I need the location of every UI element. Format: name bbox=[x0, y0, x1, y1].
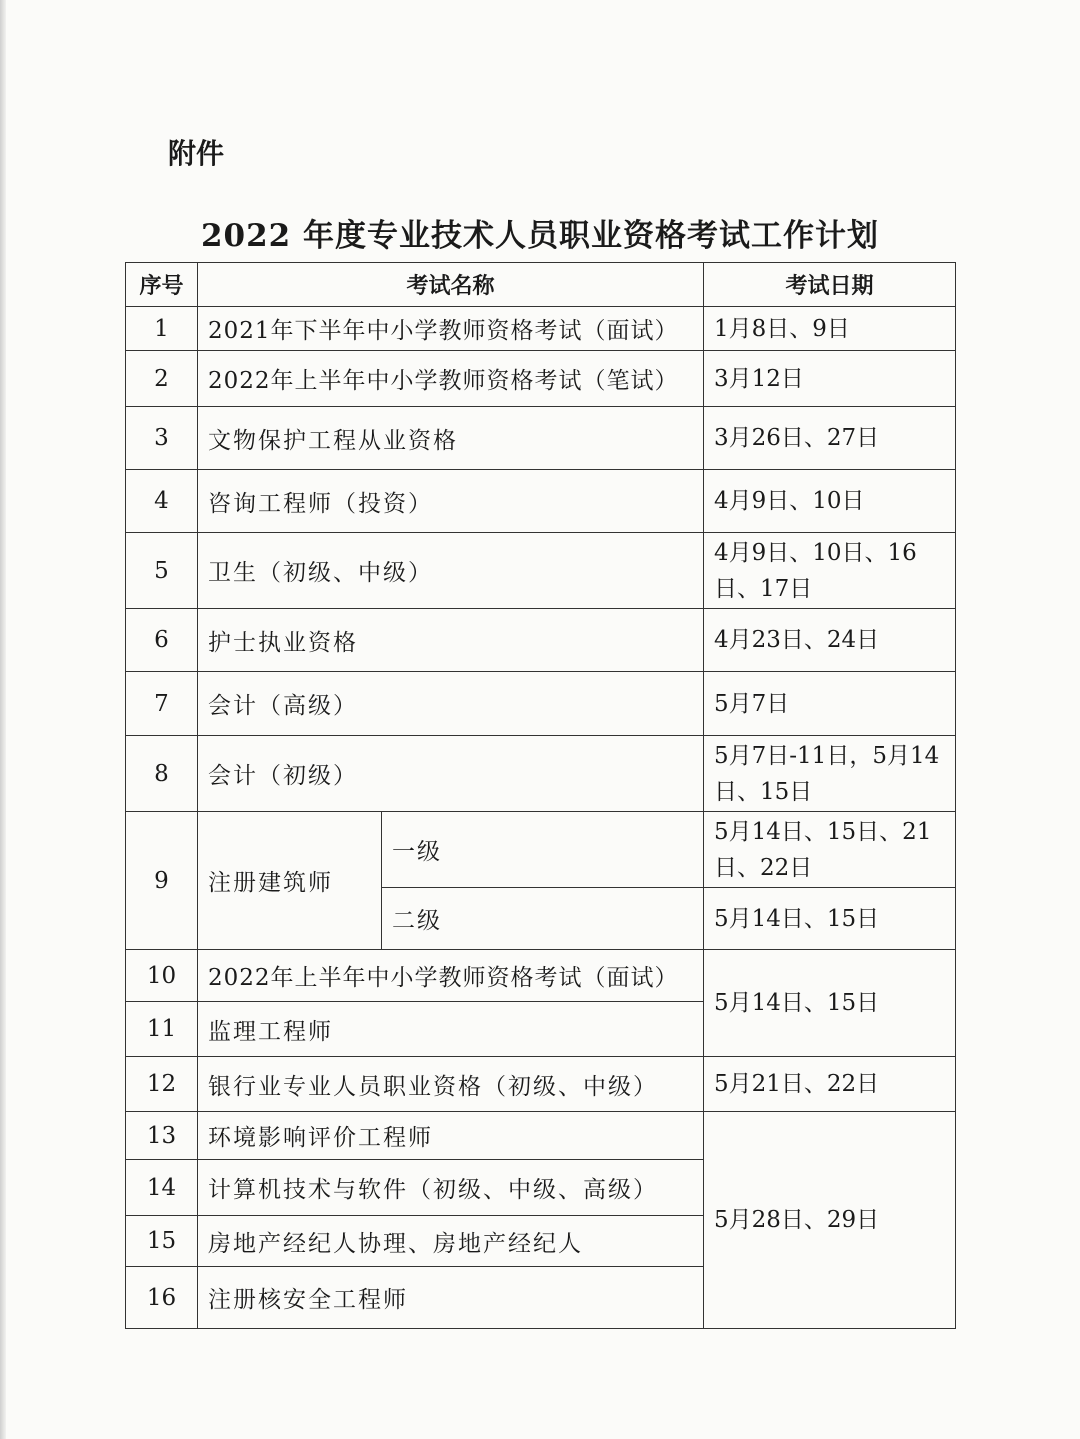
row-date: 4月23日、24日 bbox=[704, 609, 956, 672]
row-date: 5月14日、15日 bbox=[704, 888, 956, 950]
header-name: 考试名称 bbox=[198, 263, 704, 307]
row-name: 房地产经纪人协理、房地产经纪人 bbox=[198, 1216, 704, 1267]
row-name: 环境影响评价工程师 bbox=[198, 1112, 704, 1160]
row-sublevel: 二级 bbox=[382, 888, 704, 950]
row-date: 5月14日、15日 bbox=[704, 950, 956, 1057]
row-date: 5月7日-11日，5月14日、15日 bbox=[704, 736, 956, 812]
table-row bbox=[126, 736, 956, 812]
table-row bbox=[126, 470, 956, 533]
table-row bbox=[126, 407, 956, 470]
document-title: 2022 年度专业技术人员职业资格考试工作计划 bbox=[200, 218, 880, 254]
row-name: 注册建筑师 bbox=[198, 812, 382, 950]
row-name: 卫生（初级、中级） bbox=[198, 533, 704, 609]
header-date: 考试日期 bbox=[704, 263, 956, 307]
row-no: 1 bbox=[126, 307, 198, 351]
row-no: 3 bbox=[126, 407, 198, 470]
row-name: 银行业专业人员职业资格（初级、中级） bbox=[198, 1057, 704, 1112]
row-name: 护士执业资格 bbox=[198, 609, 704, 672]
row-name: 会计（高级） bbox=[198, 672, 704, 736]
row-date: 3月26日、27日 bbox=[704, 407, 956, 470]
row-name: 2022年上半年中小学教师资格考试（面试） bbox=[198, 950, 704, 1002]
row-no: 12 bbox=[126, 1057, 198, 1112]
row-no: 8 bbox=[126, 736, 198, 812]
table-row bbox=[126, 1112, 956, 1160]
row-no: 10 bbox=[126, 950, 198, 1002]
row-no: 11 bbox=[126, 1002, 198, 1057]
row-date: 3月12日 bbox=[704, 351, 956, 407]
table-row bbox=[126, 950, 956, 1002]
table-row bbox=[126, 533, 956, 609]
row-date: 5月7日 bbox=[704, 672, 956, 736]
row-name: 2022年上半年中小学教师资格考试（笔试） bbox=[198, 351, 704, 407]
row-no: 2 bbox=[126, 351, 198, 407]
row-no: 15 bbox=[126, 1216, 198, 1267]
table-row bbox=[126, 307, 956, 351]
row-name: 文物保护工程从业资格 bbox=[198, 407, 704, 470]
row-no: 7 bbox=[126, 672, 198, 736]
row-date: 4月9日、10日 bbox=[704, 470, 956, 533]
row-no: 9 bbox=[126, 812, 198, 950]
attachment-label: 附件 bbox=[168, 137, 225, 170]
row-no: 5 bbox=[126, 533, 198, 609]
row-no: 14 bbox=[126, 1160, 198, 1216]
row-name: 咨询工程师（投资） bbox=[198, 470, 704, 533]
table-row bbox=[126, 609, 956, 672]
row-no: 6 bbox=[126, 609, 198, 672]
row-date: 1月8日、9日 bbox=[704, 307, 956, 351]
table-row bbox=[126, 351, 956, 407]
exam-schedule-table bbox=[125, 262, 956, 1329]
row-name: 计算机技术与软件（初级、中级、高级） bbox=[198, 1160, 704, 1216]
row-date: 5月14日、15日、21日、22日 bbox=[704, 812, 956, 888]
table-row bbox=[126, 812, 956, 888]
row-no: 4 bbox=[126, 470, 198, 533]
row-no: 13 bbox=[126, 1112, 198, 1160]
row-date: 5月21日、22日 bbox=[704, 1057, 956, 1112]
row-name: 监理工程师 bbox=[198, 1002, 704, 1057]
row-name: 2021年下半年中小学教师资格考试（面试） bbox=[198, 307, 704, 351]
header-no: 序号 bbox=[126, 263, 198, 307]
row-no: 16 bbox=[126, 1267, 198, 1329]
row-name: 会计（初级） bbox=[198, 736, 704, 812]
table-header-row bbox=[126, 263, 956, 307]
table-row bbox=[126, 1057, 956, 1112]
table-row bbox=[126, 672, 956, 736]
row-name: 注册核安全工程师 bbox=[198, 1267, 704, 1329]
row-date: 4月9日、10日、16日、17日 bbox=[704, 533, 956, 609]
row-sublevel: 一级 bbox=[382, 812, 704, 888]
row-date: 5月28日、29日 bbox=[704, 1112, 956, 1329]
